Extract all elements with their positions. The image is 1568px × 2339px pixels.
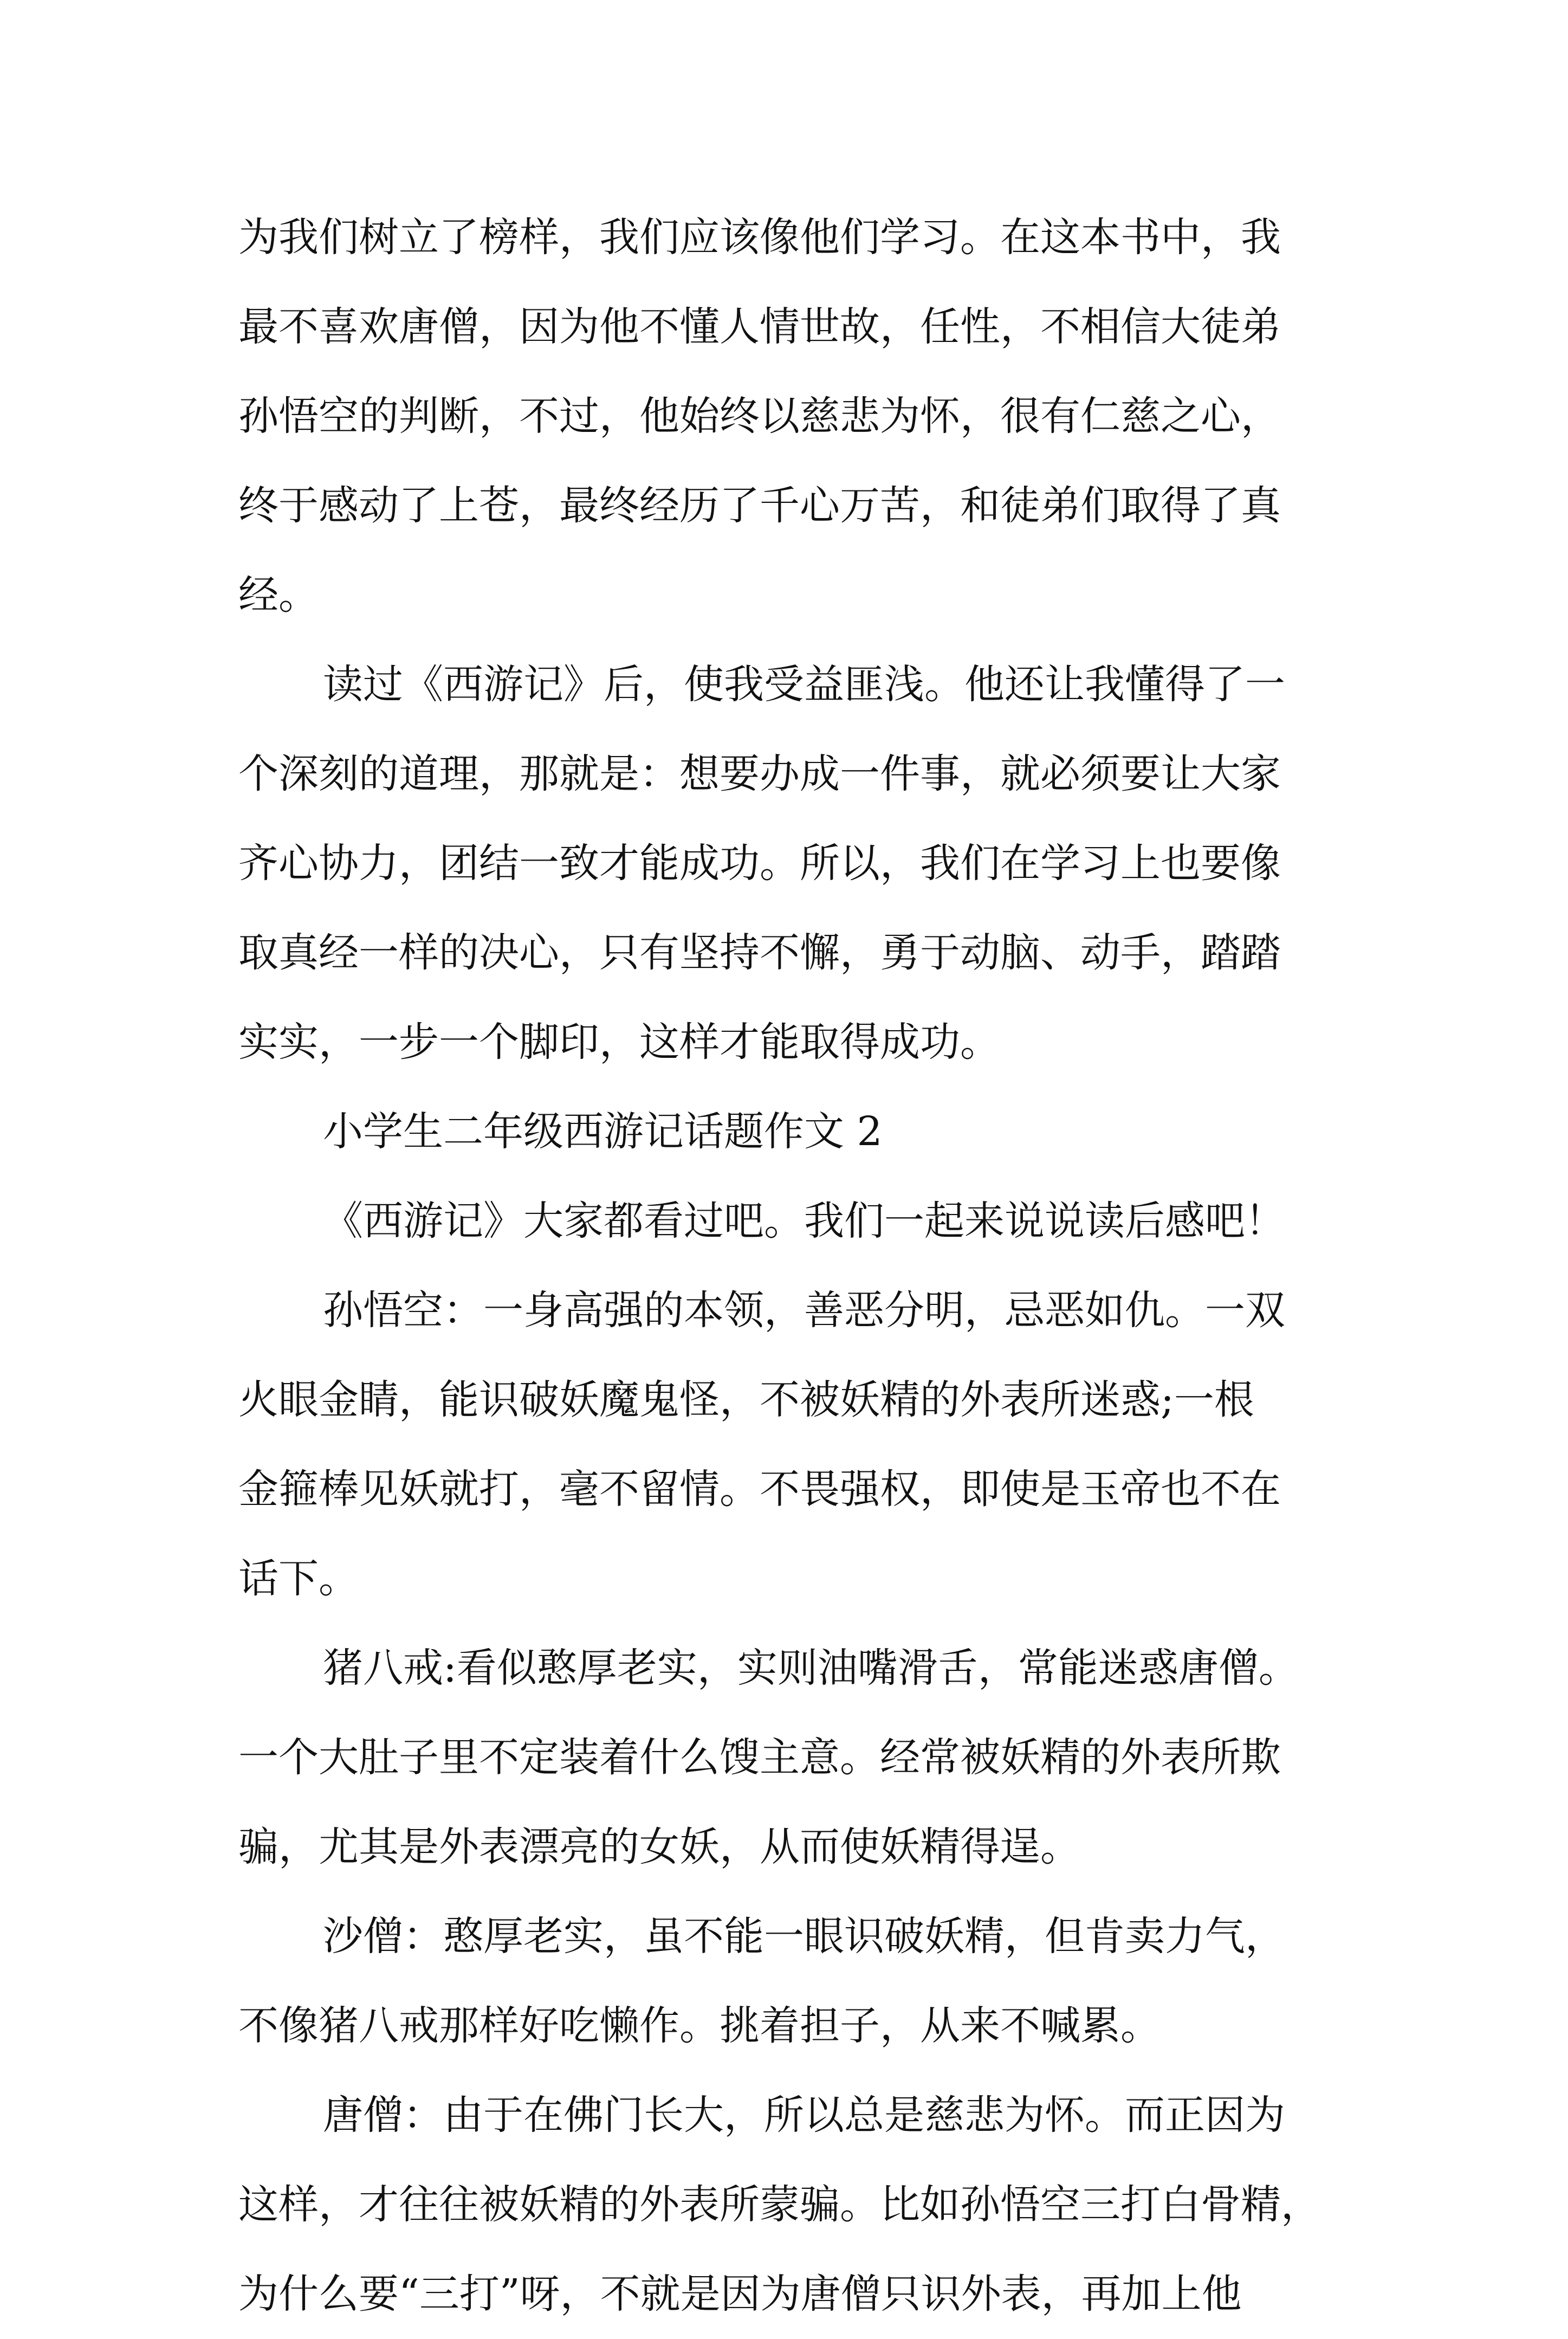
text-line: 最不喜欢唐僧，因为他不懂人情世故，任性，不相信大徒弟 (238, 303, 1281, 350)
section-heading: 小学生二年级西游记话题作文 2 (323, 1108, 883, 1155)
paragraph-start: 读过《西游记》后，使我受益匪浅。他还让我懂得了一 (323, 661, 1285, 708)
text-line: 骗，尤其是外表漂亮的女妖，从而使妖精得逞。 (238, 1824, 1080, 1870)
text-line: 不像猪八戒那样好吃懒作。挑着担子，从来不喊累。 (238, 2002, 1161, 2049)
text-line: 一个大肚子里不定装着什么馊主意。经常被妖精的外表所欺 (238, 1734, 1281, 1781)
paragraph-start: 猪八戒:看似憨厚老实，实则油嘴滑舌，常能迷惑唐僧。 (323, 1645, 1299, 1691)
text-line: 火眼金睛，能识破妖魔鬼怪，不被妖精的外表所迷惑;一根 (238, 1377, 1254, 1423)
text-line: 实实，一步一个脚印，这样才能取得成功。 (238, 1019, 1000, 1065)
text-line: 话下。 (238, 1555, 359, 1602)
text-line: 个深刻的道理，那就是：想要办成一件事，就必须要让大家 (238, 751, 1281, 797)
paragraph-start: 沙僧：憨厚老实，虽不能一眼识破妖精，但肯卖力气， (323, 1913, 1285, 1960)
text-line: 齐心协力，团结一致才能成功。所以，我们在学习上也要像 (238, 840, 1281, 887)
text-line: 金箍棒见妖就打，毫不留情。不畏强权，即使是玉帝也不在 (238, 1466, 1281, 1513)
body-text (238, 193, 1338, 2339)
text-line: 孙悟空的判断，不过，他始终以慈悲为怀，很有仁慈之心， (238, 393, 1281, 440)
paragraph-start: 孙悟空：一身高强的本领，善恶分明，忌恶如仇。一双 (323, 1287, 1285, 1334)
text-line: 取真经一样的决心，只有坚持不懈，勇于动脑、动手，踏踏 (238, 929, 1281, 976)
text-line: 为什么要“三打”呀，不就是因为唐僧只识外表，再加上他 (238, 2271, 1242, 2317)
paragraph-start: 《西游记》大家都看过吧。我们一起来说说读后感吧！ (323, 1198, 1285, 1244)
paragraph-start: 唐僧：由于在佛门长大，所以总是慈悲为怀。而正因为 (323, 2092, 1285, 2138)
text-line: 经。 (238, 572, 319, 618)
text-line: 为我们树立了榜样，我们应该像他们学习。在这本书中，我 (238, 214, 1281, 261)
text-line: 这样，才往往被妖精的外表所蒙骗。比如孙悟空三打白骨精， (238, 2181, 1321, 2228)
text-line: 终于感动了上苍，最终经历了千心万苦，和徒弟们取得了真 (238, 482, 1281, 529)
